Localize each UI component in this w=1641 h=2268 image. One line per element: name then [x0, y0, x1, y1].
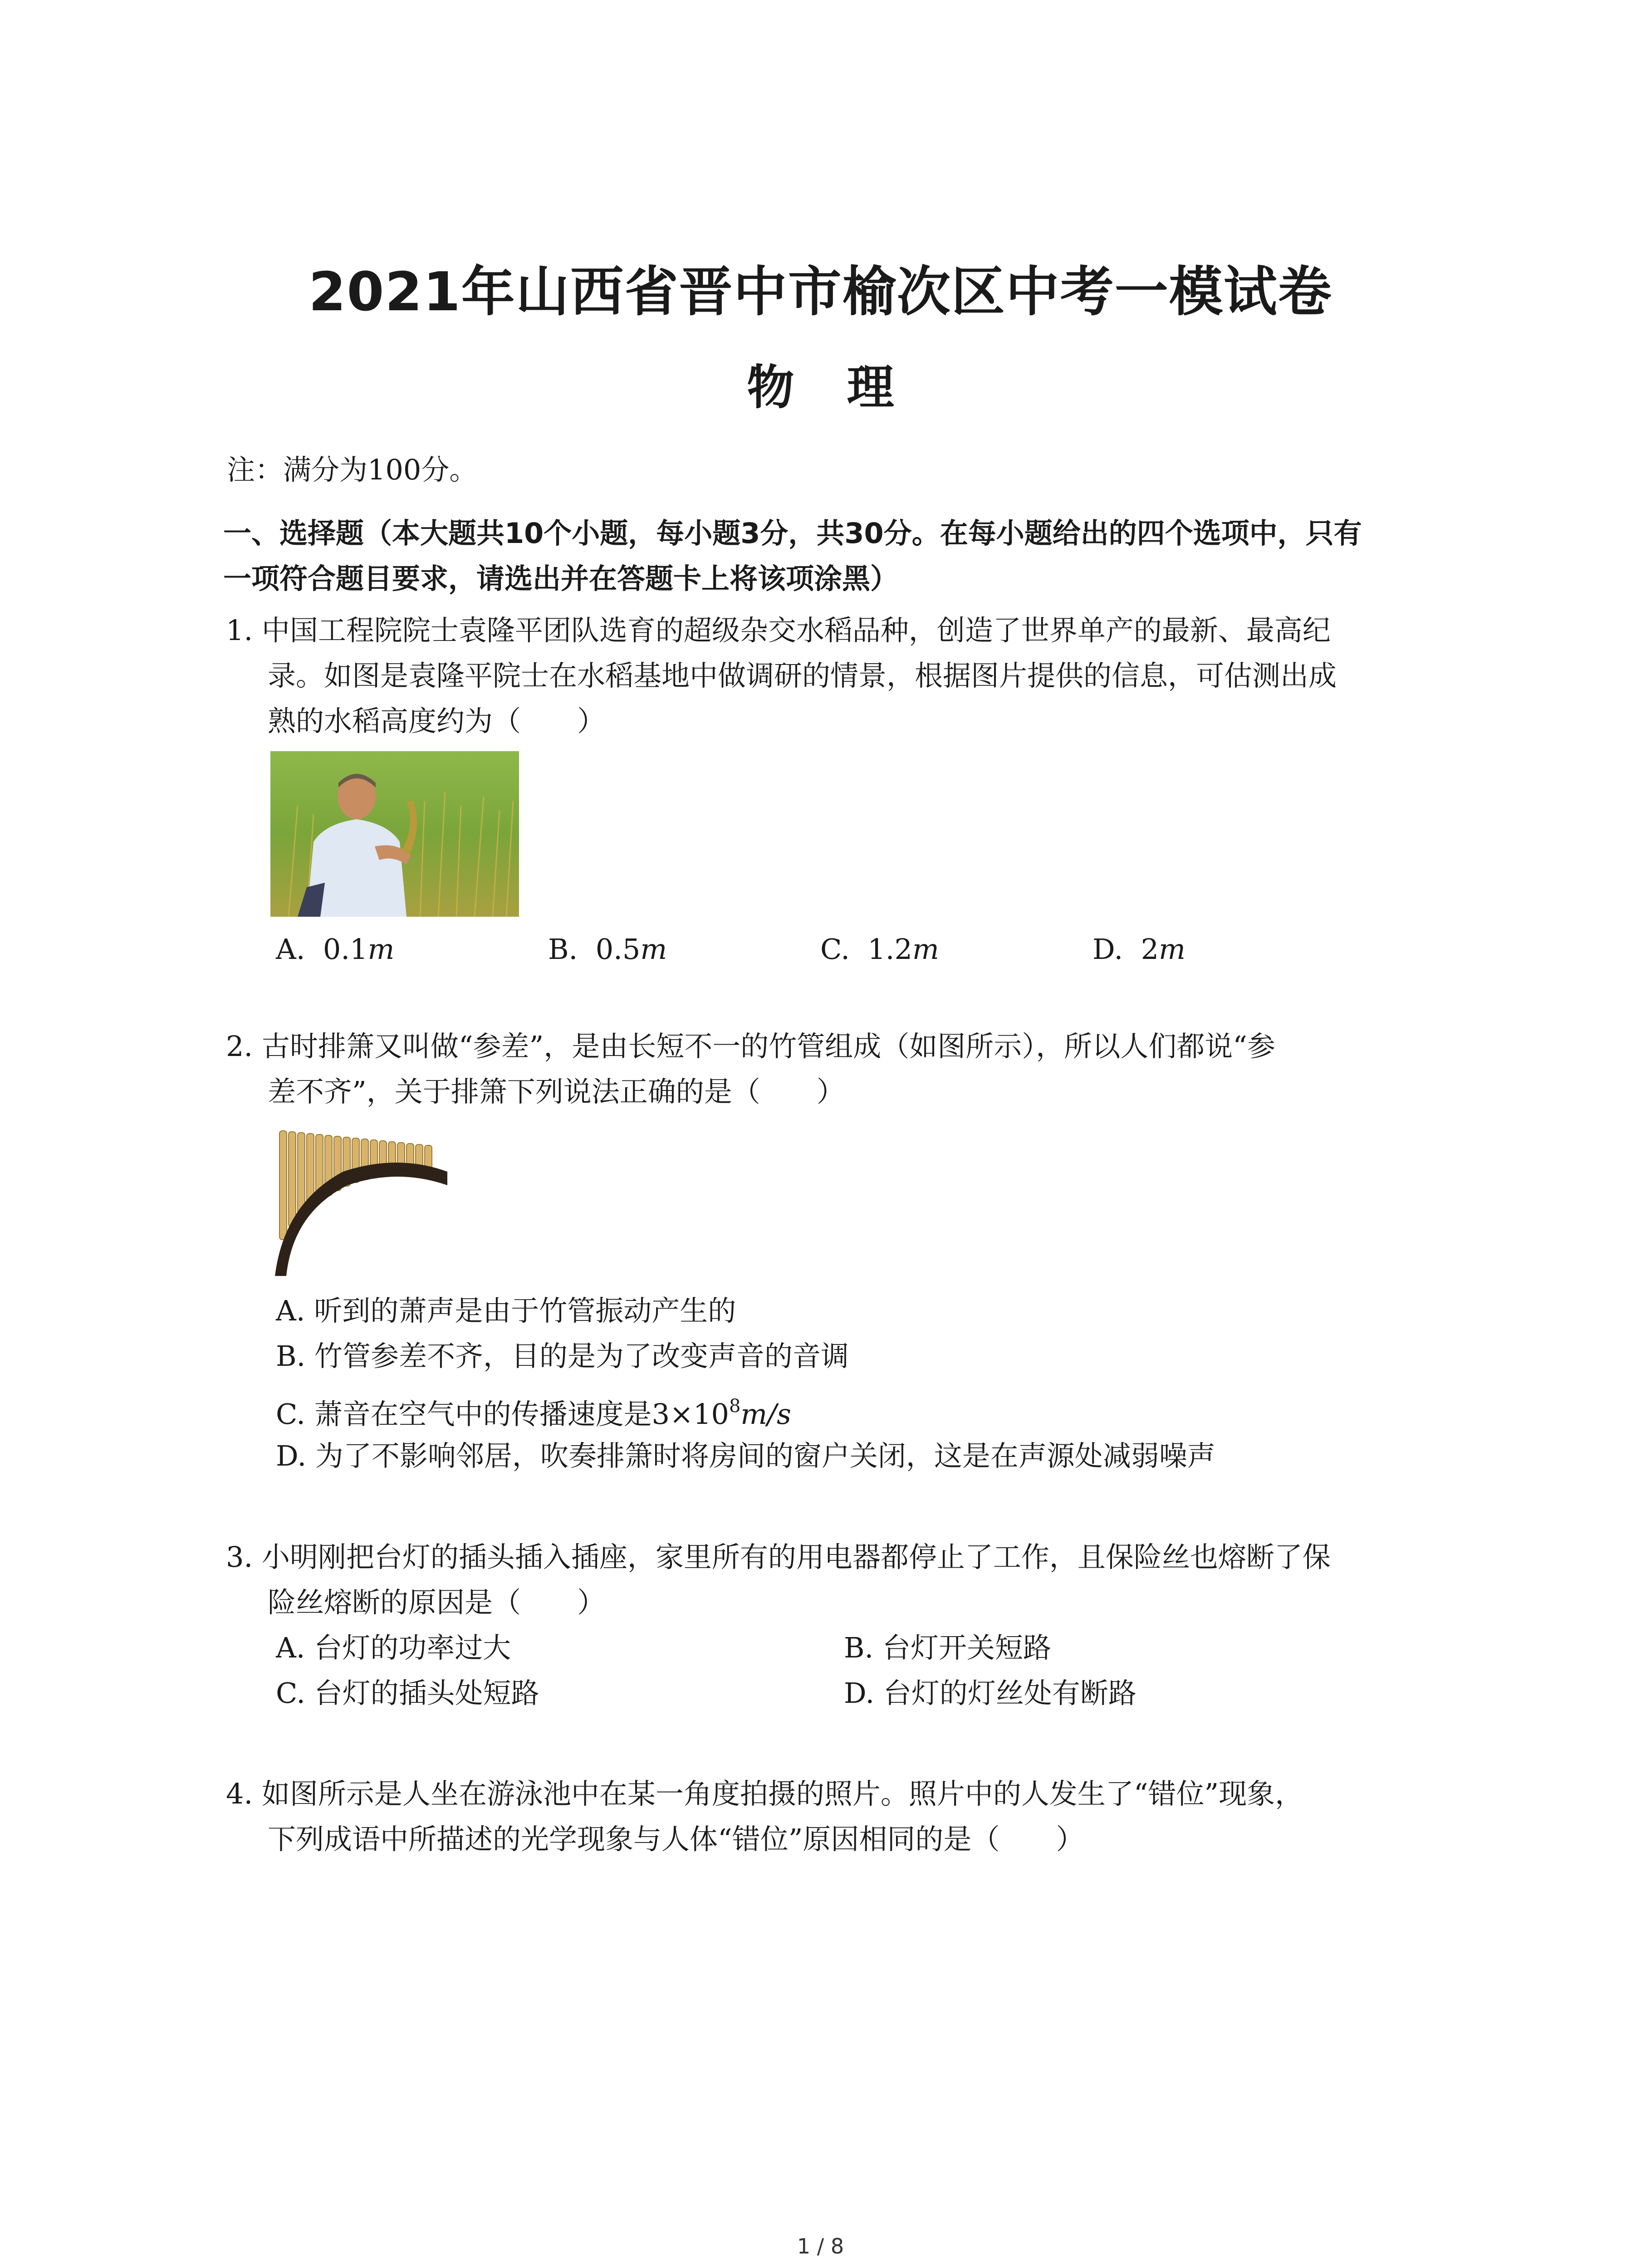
panflute-image — [266, 1126, 456, 1281]
q4-line2: 下列成语中所描述的光学现象与人体“错位”原因相同的是（ ） — [268, 1823, 1084, 1856]
q1-line2: 录。如图是袁隆平院士在水稻基地中做调研的情景，根据图片提供的信息，可估测出成 — [268, 659, 1337, 692]
rice-field-photo — [270, 751, 519, 917]
q3-option-c[interactable]: C. 台灯的插头处短路 — [276, 1677, 539, 1710]
q1-line1: 1. 中国工程院院士袁隆平团队选育的超级杂交水稻品种，创造了世界单产的最新、最高纪 — [226, 614, 1331, 647]
q3-option-b[interactable]: B. 台灯开关短路 — [844, 1631, 1051, 1664]
q1-option-c[interactable]: C. 1.2m — [820, 933, 939, 966]
page-number: 1 / 8 — [797, 2234, 844, 2258]
q2-option-d[interactable]: D. 为了不影响邻居，吹奏排箫时将房间的窗户关闭，这是在声源处减弱噪声 — [276, 1439, 1215, 1472]
section-heading-line1: 一、选择题（本大题共10个小题，每小题3分，共30分。在每小题给出的四个选项中，只有 — [223, 517, 1362, 550]
page-title: 2021年山西省晋中市榆次区中考一模试卷 — [309, 260, 1332, 323]
q1-line3: 熟的水稻高度约为（ ） — [268, 704, 606, 738]
q2-line2: 差不齐”，关于排箫下列说法正确的是（ ） — [268, 1075, 845, 1108]
score-note: 注：满分为100分。 — [227, 453, 478, 486]
q1-option-b[interactable]: B. 0.5m — [548, 933, 667, 966]
subject-title: 物 理 — [747, 360, 894, 415]
q2-line1: 2. 古时排箫又叫做“参差”，是由长短不一的竹管组成（如图所示），所以人们都说“参 — [226, 1030, 1275, 1063]
q2-option-c[interactable]: C. 萧音在空气中的传播速度是$3\times 10^8m/s$ — [276, 1396, 791, 1431]
q3-line2: 险丝熔断的原因是（ ） — [268, 1586, 606, 1619]
q1-option-a[interactable]: A. 0.1m — [276, 933, 395, 966]
q1-option-d[interactable]: D. 2m — [1092, 933, 1185, 966]
q3-line1: 3. 小明刚把台灯的插头插入插座，家里所有的用电器都停止了工作，且保险丝也熔断了保 — [226, 1540, 1331, 1574]
q3-option-a[interactable]: A. 台灯的功率过大 — [276, 1631, 511, 1664]
section-heading-line2: 一项符合题目要求，请选出并在答题卡上将该项涂黑） — [223, 562, 899, 595]
q2-option-b[interactable]: B. 竹管参差不齐，目的是为了改变声音的音调 — [276, 1339, 849, 1373]
q4-line1: 4. 如图所示是人坐在游泳池中在某一角度拍摄的照片。照片中的人发生了“错位”现象， — [226, 1777, 1303, 1810]
q2-option-a[interactable]: A. 听到的萧声是由于竹管振动产生的 — [276, 1294, 736, 1327]
q3-option-d[interactable]: D. 台灯的灯丝处有断路 — [844, 1677, 1136, 1710]
